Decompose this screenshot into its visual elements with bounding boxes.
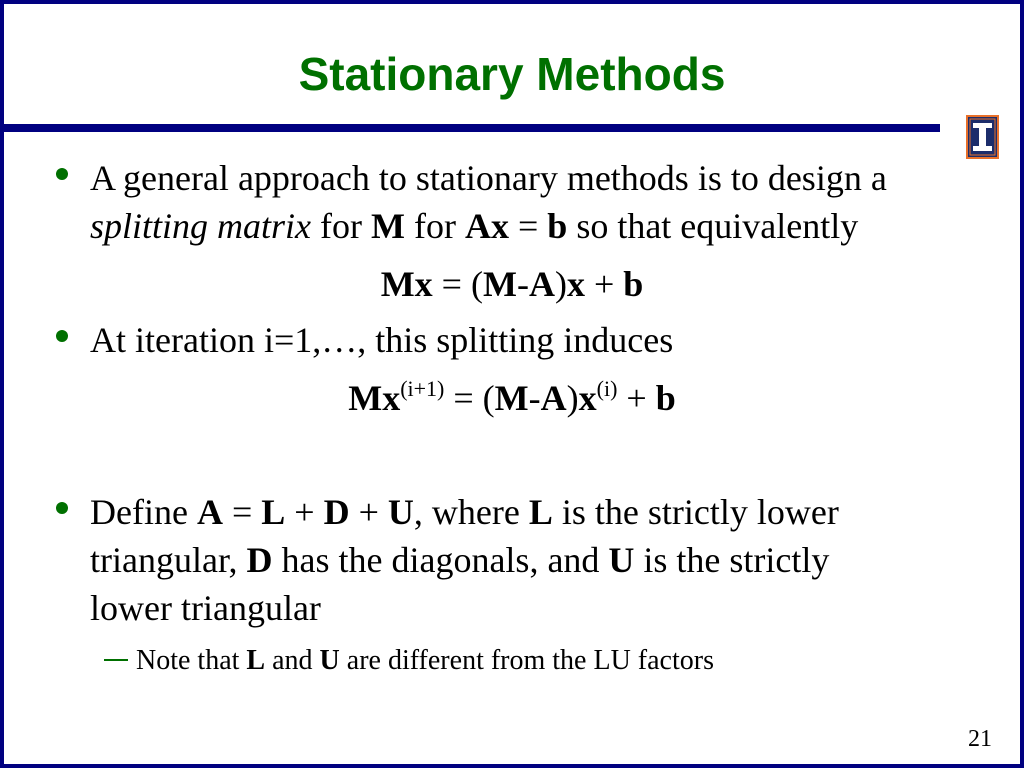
bullet-marker [56, 502, 68, 514]
sub-bullet-dash [104, 659, 128, 661]
math-symbol: U [387, 492, 414, 532]
math-symbol: D [246, 540, 273, 580]
math-op: ) [554, 264, 567, 304]
math-symbol: A [540, 378, 567, 418]
text: triangular, [90, 540, 247, 580]
math-op: + [584, 264, 624, 304]
math-op: = [222, 492, 262, 532]
math-symbol: L [261, 492, 286, 532]
sub-bullet-line [136, 644, 714, 678]
math-symbol: x [578, 378, 597, 418]
math-symbol: L [246, 645, 266, 676]
math-symbol: U [608, 540, 635, 580]
page-number: 21 [968, 726, 992, 752]
math-symbol: M [482, 264, 517, 304]
term-splitting-matrix: splitting matrix [90, 206, 312, 246]
equation-2 [4, 376, 1020, 420]
text: Note that [136, 645, 247, 676]
math-op: + [349, 492, 388, 532]
equation-1 [4, 262, 1020, 306]
math-symbol: x [566, 264, 585, 304]
university-logo-icon [966, 115, 999, 159]
math-symbol: Mx [380, 264, 433, 304]
text: is the strictly lower [552, 492, 839, 532]
math-symbol: b [547, 206, 568, 246]
math-op: + [617, 378, 656, 418]
text: has the diagonals, and [272, 540, 609, 580]
math-op: = ( [444, 378, 495, 418]
bullet-1-text: A general approach to stationary methods is to design a [90, 158, 887, 198]
math-symbol: b [623, 264, 644, 304]
text: so that equivalently [567, 206, 859, 246]
bullet-3-line-1 [90, 490, 839, 534]
text: are different from the LU factors [339, 645, 714, 676]
math-symbol: U [319, 645, 340, 676]
math-op: = ( [432, 264, 483, 304]
math-symbol: Ax [464, 206, 509, 246]
bullet-marker [56, 168, 68, 180]
slide-title: Stationary Methods [298, 48, 726, 100]
bullet-marker [56, 330, 68, 342]
math-op: - [528, 378, 541, 418]
math-symbol: Mx [348, 378, 401, 418]
math-op: + [285, 492, 324, 532]
text: lower triangular [90, 588, 321, 628]
bullet-3-line-2 [90, 538, 829, 582]
math-op: ) [566, 378, 579, 418]
math-symbol: A [528, 264, 555, 304]
text: Define [90, 492, 197, 532]
math-symbol: D [323, 492, 350, 532]
matrix-symbol: M [371, 206, 405, 246]
text: , where [413, 492, 529, 532]
title-divider [4, 124, 940, 132]
math-op: - [516, 264, 529, 304]
text: for [404, 206, 465, 246]
math-symbol: A [196, 492, 223, 532]
math-symbol: M [494, 378, 529, 418]
text: is the strictly [634, 540, 830, 580]
bullet-2-text: At iteration i=1,…, this splitting induces [90, 320, 674, 360]
math-symbol: L [528, 492, 553, 532]
bullet-2-line [90, 318, 673, 362]
superscript: (i) [596, 376, 618, 401]
text: and [265, 645, 320, 676]
text: for [311, 206, 371, 246]
bullet-1-line-1 [90, 156, 887, 200]
math-symbol: b [655, 378, 676, 418]
text: = [508, 206, 548, 246]
bullet-1-line-2 [90, 204, 858, 248]
superscript: (i+1) [400, 376, 445, 401]
bullet-3-line-3 [90, 586, 321, 630]
